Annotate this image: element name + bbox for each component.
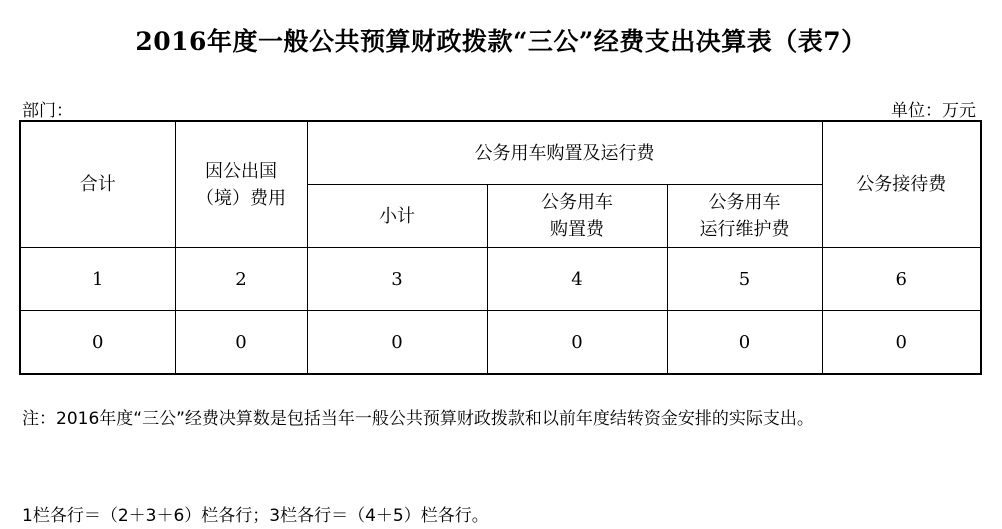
header-operation-line1: 公务用车 [708, 192, 781, 213]
column-number: 3 [307, 248, 487, 311]
header-total: 合计 [20, 121, 175, 248]
value-cell: 0 [20, 311, 175, 375]
header-purchase-line1: 公务用车 [541, 192, 613, 213]
header-abroad-line1: 因公出国 [205, 160, 277, 182]
header-abroad [175, 121, 307, 248]
value-cell: 0 [307, 311, 487, 375]
footnote: 注：2016年度“三公”经费决算数是包括当年一般公共预算财政拨款和以前年度结转资金安排的实际支出。 [22, 409, 814, 429]
header-abroad-line2: （境）费用 [196, 187, 286, 209]
header-reception: 公务接待费 [822, 121, 981, 248]
header-subtotal: 小计 [307, 185, 487, 248]
header-operation-line2: 运行维护费 [699, 219, 790, 240]
expenditure-table [19, 120, 982, 375]
value-cell: 0 [822, 311, 981, 375]
column-number-row [20, 248, 981, 311]
value-row [20, 311, 981, 375]
page-title: 2016年度一般公共预算财政拨款“三公”经费支出决算表（表7） [135, 27, 867, 56]
header-purchase-line2: 购置费 [550, 219, 604, 240]
column-number: 4 [487, 248, 667, 311]
header-vehicle-purchase [487, 185, 667, 248]
department-label: 部门： [22, 101, 73, 121]
column-number: 1 [20, 248, 175, 311]
column-number: 2 [175, 248, 307, 311]
header-row-1 [20, 121, 981, 185]
value-cell: 0 [487, 311, 667, 375]
column-number: 6 [822, 248, 981, 311]
unit-label: 单位：万元 [891, 101, 976, 121]
formula-note: 1栏各行＝（2＋3＋6）栏各行；3栏各行＝（4＋5）栏各行。 [22, 506, 489, 526]
header-vehicle-group: 公务用车购置及运行费 [307, 121, 822, 185]
value-cell: 0 [667, 311, 822, 375]
column-number: 5 [667, 248, 822, 311]
header-vehicle-operation [667, 185, 822, 248]
value-cell: 0 [175, 311, 307, 375]
